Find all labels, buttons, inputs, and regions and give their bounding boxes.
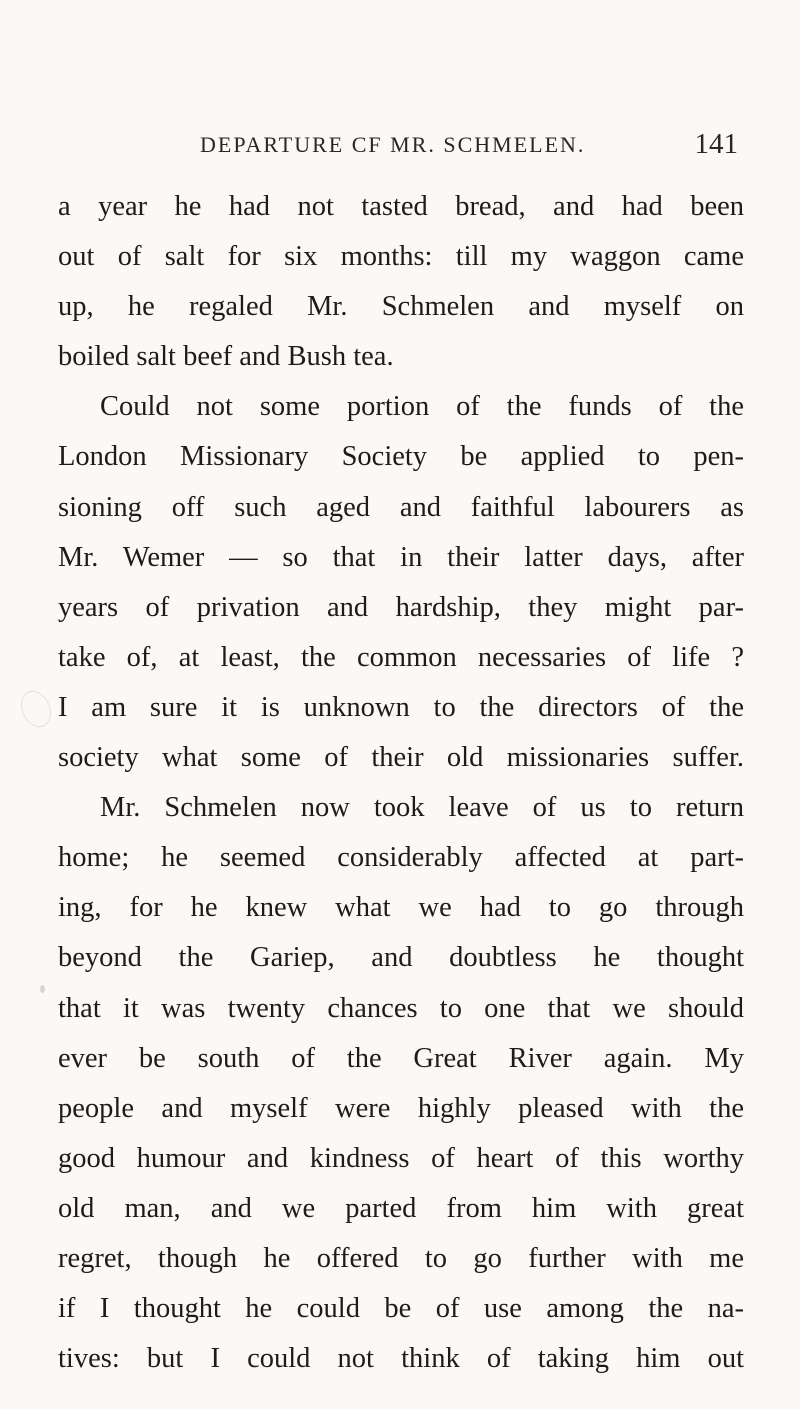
text-line: out of salt for six months: till my waggon came (58, 241, 744, 273)
text-line: take of, at least, the common necessaries of life ? (58, 641, 744, 673)
text-line: ing, for he knew what we had to go through (58, 892, 744, 924)
text-line: sioning off such aged and faithful labourers as (58, 491, 744, 523)
text-line: a year he had not tasted bread, and had been (58, 191, 744, 222)
running-head (104, 128, 740, 164)
paper-spot (40, 985, 45, 993)
text-line: home; he seemed considerably affected at part- (58, 842, 744, 874)
text-line: boiled salt beef and Bush tea. (58, 341, 394, 373)
text-line: if I thought he could be of use among the na- (58, 1293, 744, 1325)
text-line: regret, though he offered to go further with me (58, 1242, 744, 1274)
paper-stain (15, 686, 56, 732)
body-text (58, 182, 744, 1384)
text-line: years of privation and hardship, they might par- (58, 591, 744, 623)
text-line: London Missionary Society be applied to pen- (58, 441, 744, 473)
text-line: up, he regaled Mr. Schmelen and myself on (58, 291, 744, 323)
text-line: Could not some portion of the funds of the (100, 391, 744, 423)
text-line: old man, and we parted from him with great (58, 1192, 744, 1224)
text-line: beyond the Gariep, and doubtless he thought (58, 942, 744, 974)
text-line: I am sure it is unknown to the directors of the (58, 691, 744, 723)
text-line: people and myself were highly pleased with the (58, 1092, 744, 1124)
text-line: Mr. Schmelen now took leave of us to return (100, 792, 744, 824)
text-line: Mr. Wemer — so that in their latter days, after (58, 541, 744, 573)
text-line: society what some of their old missionaries suffer. (58, 742, 744, 774)
running-title: DEPARTURE CF MR. SCHMELEN. (200, 132, 586, 157)
text-line: tives: but I could not think of taking him out (58, 1343, 744, 1375)
text-line: ever be south of the Great River again. My (58, 1042, 744, 1074)
text-line: that it was twenty chances to one that we should (58, 992, 744, 1024)
text-line: good humour and kindness of heart of this worthy (58, 1142, 744, 1174)
page-number: 141 (694, 128, 738, 160)
